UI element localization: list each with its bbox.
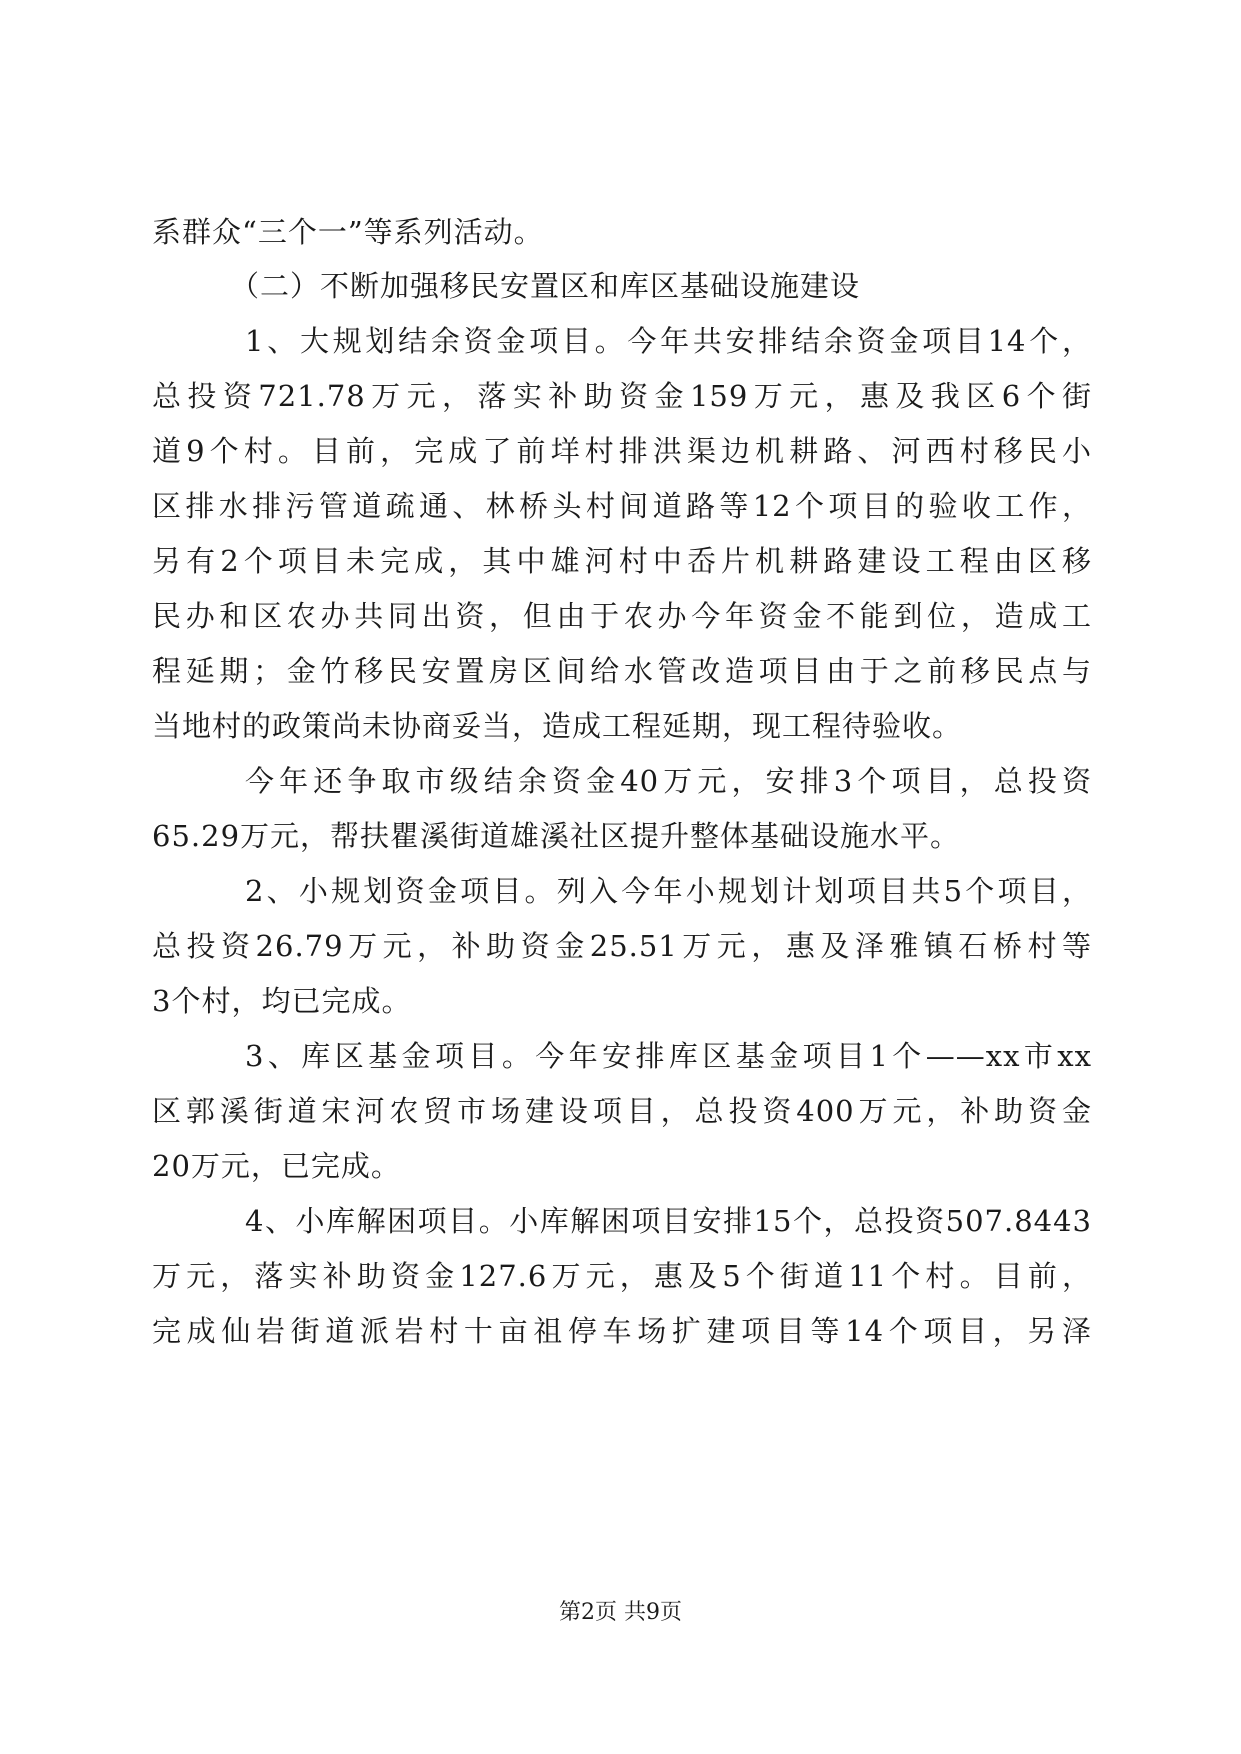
paragraph-line: 民办和区农办共同出资，但由于农办今年资金不能到位，造成工 xyxy=(152,599,1092,633)
paragraph-line: 20万元，已完成。 xyxy=(152,1149,401,1183)
page-number-footer: 第2页 共9页 xyxy=(559,1600,682,1625)
paragraph-line: 2、小规划资金项目。列入今年小规划计划项目共5个项目， xyxy=(245,874,1092,908)
paragraph-line: 1、大规划结余资金项目。今年共安排结余资金项目14个， xyxy=(245,324,1092,358)
paragraph-line: 另有2个项目未完成，其中雄河村中岙片机耕路建设工程由区移 xyxy=(152,544,1092,578)
paragraph-line: 3、库区基金项目。今年安排库区基金项目1个——xx市xx xyxy=(245,1039,1092,1073)
paragraph-line: 区排水排污管道疏通、林桥头村间道路等12个项目的验收工作， xyxy=(152,489,1092,523)
paragraph-line: 道9个村。目前，完成了前垟村排洪渠边机耕路、河西村移民小 xyxy=(152,434,1092,468)
paragraph-line: 4、小库解困项目。小库解困项目安排15个，总投资507.8443 xyxy=(245,1204,1092,1238)
paragraph-line: 总投资26.79万元，补助资金25.51万元，惠及泽雅镇石桥村等 xyxy=(152,929,1092,963)
paragraph-line: 万元，落实补助资金127.6万元，惠及5个街道11个村。目前， xyxy=(152,1259,1092,1293)
paragraph-line: 65.29万元，帮扶瞿溪街道雄溪社区提升整体基础设施水平。 xyxy=(152,819,961,853)
paragraph-line: 程延期；金竹移民安置房区间给水管改造项目由于之前移民点与 xyxy=(152,654,1092,688)
paragraph-line: 总投资721.78万元，落实补助资金159万元，惠及我区6个街 xyxy=(152,379,1092,413)
paragraph-line: 当地村的政策尚未协商妥当，造成工程延期，现工程待验收。 xyxy=(152,709,963,743)
paragraph-line: 今年还争取市级结余资金40万元，安排3个项目，总投资 xyxy=(245,764,1092,798)
paragraph-line: 系群众“三个一”等系列活动。 xyxy=(152,215,544,249)
paragraph-line: 区郭溪街道宋河农贸市场建设项目，总投资400万元，补助资金 xyxy=(152,1094,1092,1128)
paragraph-line: 完成仙岩街道派岩村十亩祖停车场扩建项目等14个项目，另泽 xyxy=(152,1314,1092,1348)
section-heading: （二）不断加强移民安置区和库区基础设施建设 xyxy=(230,269,861,303)
paragraph-line: 3个村，均已完成。 xyxy=(152,984,412,1018)
